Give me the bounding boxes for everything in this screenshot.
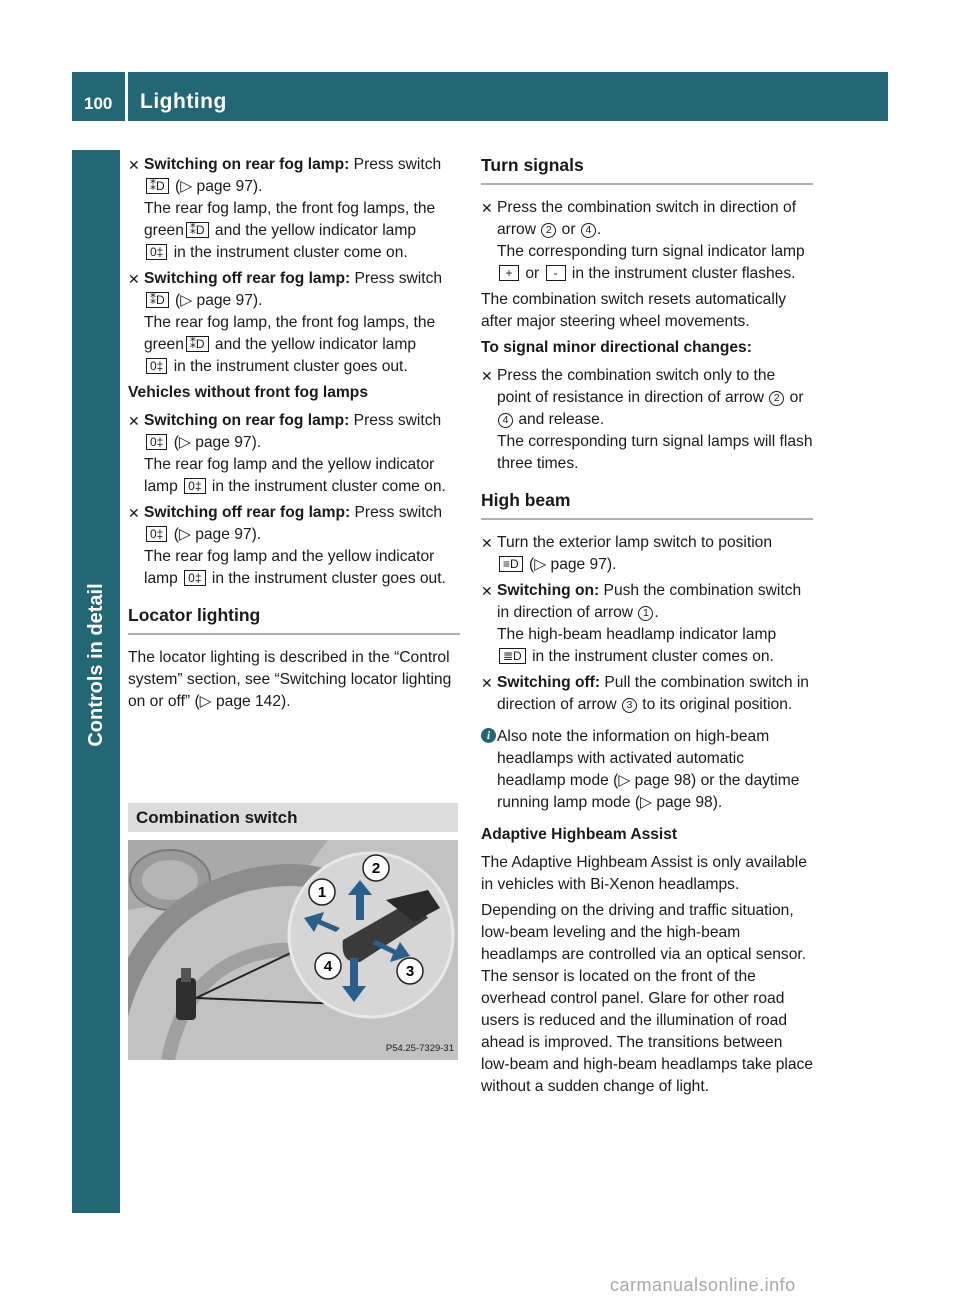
rear-fog-symbol-icon: 0‡ [146,358,167,374]
callout-4: 4 [323,958,333,975]
list-item: ✕ Switching off rear fog lamp: Press switch ⁑D (▷ page 97). The rear fog lamp, the front fog lamps, the green ⁑D and the yellow indicator lamp 0‡ in the instrument cluster goes out. [128,270,443,375]
front-fog-symbol-icon: ⁑D [146,292,169,308]
bullet-icon: ✕ [128,413,140,429]
arrow-number: 2 [769,391,784,406]
bullet-icon: ✕ [128,157,140,173]
arrow-number: 4 [581,223,596,238]
list-item: ✕ Switching off: Pull the combination switch in direction of arrow 3 to its original position. [481,674,809,713]
section-heading-combination-switch: Combination switch [128,803,458,832]
bullet-icon: ✕ [481,535,493,551]
front-fog-symbol-icon: ⁑D [186,336,209,352]
callout-3: 3 [405,963,415,980]
subheading: Vehicles without front fog lamps [128,384,368,401]
adaptive-paragraph-2: Depending on the driving and traffic situation, low-beam leveling and the high-beam headlamps are controlled via an optical sensor. The sensor is located on the front of the overhead control panel. Glare for other road users is reduced and the illumination of road ahead is improved. The transitions between low-beam and high-beam headlamps take place without a sudden change of light. [481,902,813,1095]
info-text: Also note the information on high-beam headlamps with activated automatic headlamp mode (▷ page 98) or the daytime running lamp mode (▷ page 98). [497,728,800,811]
locator-text: The locator lighting is described in the “Control system” section, see “Switching locator lighting on or off” (▷ page 142). [128,649,452,710]
list-item: ✕ Turn the exterior lamp switch to position ≡D (▷ page 97). [481,534,773,573]
bullet-icon: ✕ [481,368,493,384]
arrow-number: 2 [541,223,556,238]
rear-fog-symbol-icon: 0‡ [184,570,205,586]
list-item: ✕ Press the combination switch only to the point of resistance in direction of arrow 2 or 4 and release. The corresponding turn signal lamps will flash three times. [481,367,813,472]
right-column [481,154,813,1102]
left-column [128,154,460,717]
arrow-number: 3 [622,698,637,713]
turn-reset-text: The combination switch resets automatically after major steering wheel movements. [481,291,787,330]
section-heading-high-beam: High beam [481,489,813,520]
side-label-wrap [78,520,114,810]
combination-switch-illustration [128,840,458,1060]
info-icon: i [481,728,496,743]
side-label: Controls in detail [85,583,107,747]
adaptive-paragraph-1: The Adaptive Highbeam Assist is only available in vehicles with Bi-Xenon headlamps. [481,854,807,893]
list-item: ✕ Switching on rear fog lamp: Press switch ⁑D (▷ page 97). The rear fog lamp, the front fog lamps, the green ⁑D and the yellow indicator lamp 0‡ in the instrument cluster come on. [128,156,442,261]
callout-1: 1 [317,884,327,901]
bullet-icon: ✕ [481,200,493,216]
arrow-number: 1 [638,606,653,621]
bullet-icon: ✕ [481,583,493,599]
combination-switch-figure [128,840,458,1060]
low-beam-symbol-icon: ≡D [499,556,523,572]
figure-caption: P54.25-7329-31 [385,1043,454,1054]
list-item: ✕ Switching on rear fog lamp: Press switch 0‡ (▷ page 97). The rear fog lamp and the yellow indicator lamp 0‡ in the instrument cluster come on. [128,412,446,495]
front-fog-symbol-icon: ⁑D [146,178,169,194]
callout-2: 2 [371,860,381,877]
bullet-icon: ✕ [481,675,493,691]
subheading: To signal minor directional changes: [481,339,752,356]
info-note [481,726,813,814]
list-item: ✕ Switching off rear fog lamp: Press switch 0‡ (▷ page 97). The rear fog lamp and the yellow indicator lamp 0‡ in the instrument cluster goes out. [128,504,446,587]
arrow-number: 4 [498,413,513,428]
list-item: ✕ Press the combination switch in direction of arrow 2 or 4 . The corresponding turn signal indicator lamp + or - in the instrument cluster flashes. [481,199,805,282]
bullet-icon: ✕ [128,505,140,521]
page-number: 100 [84,94,113,113]
section-heading-turn-signals: Turn signals [481,154,813,185]
list-item: ✕ Switching on: Push the combination switch in direction of arrow 1 . The high-beam headlamp indicator lamp ≣D in the instrument cluster comes on. [481,582,802,665]
section-heading-locator: Locator lighting [128,604,460,635]
watermark: carmanualsonline.info [610,1275,796,1295]
rear-fog-symbol-icon: 0‡ [184,478,205,494]
rear-fog-symbol-icon: 0‡ [146,244,167,260]
turn-left-indicator-icon: - [546,265,566,281]
subheading: Adaptive Highbeam Assist [481,826,678,843]
header-divider [125,72,128,121]
rear-fog-symbol-icon: 0‡ [146,434,167,450]
rear-fog-symbol-icon: 0‡ [146,526,167,542]
front-fog-symbol-icon: ⁑D [186,222,209,238]
bullet-icon: ✕ [128,271,140,287]
page-title: Lighting [140,90,227,113]
high-beam-symbol-icon: ≣D [499,648,526,664]
turn-right-indicator-icon: + [499,265,519,281]
